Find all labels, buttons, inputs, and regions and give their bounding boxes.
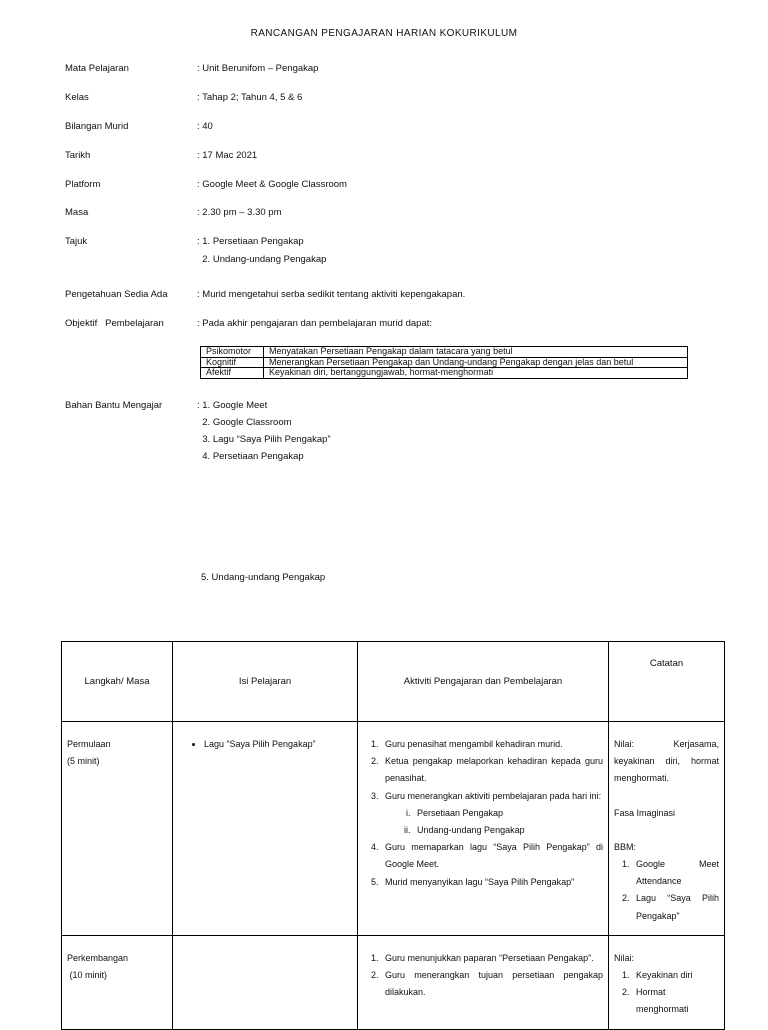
notes-item: 1. Google Meet Attendance [632, 856, 719, 890]
field-label-mata-pelajaran: Mata Pelajaran [65, 63, 129, 74]
field-value-pengetahuan: : Murid mengetahui serba sedikit tentang aktiviti kepengakapan. [197, 289, 466, 300]
field-value-kelas: : Tahap 2; Tahun 4, 5 & 6 [197, 92, 303, 103]
field-value-platform: : Google Meet & Google Classroom [197, 179, 347, 190]
objective-text: Keyakinan diri, bertanggungjawab, hormat-menghormati [264, 368, 688, 379]
activity-item: 1. Guru menunjukkan paparan “Persetiaan Pengakap”. [381, 950, 603, 967]
field-label-pengetahuan: Pengetahuan Sedia Ada [65, 289, 168, 300]
notes-item: 2. Lagu “Saya Pilih Pengakap” [632, 890, 719, 924]
objective-row [201, 347, 688, 358]
field-label-platform: Platform [65, 179, 101, 190]
field-label-tajuk: Tajuk [65, 236, 88, 247]
notes-nilai: Nilai: Kerjasama, keyakinan diri, hormat menghormati. [614, 739, 719, 784]
content-cell-empty [173, 935, 358, 1029]
field-value-tarikh: : 17 Mac 2021 [197, 150, 258, 161]
objective-row [201, 357, 688, 368]
field-label-bilangan-murid: Bilangan Murid [65, 121, 129, 132]
field-value-mata-pelajaran: : Unit Berunifom – Pengakap [197, 63, 319, 74]
activity-item: 2. Guru menerangkan tujuan persetiaan pengakap dilakukan. [381, 967, 603, 1001]
header-catatan: Catatan [609, 642, 725, 722]
objective-text: Menyatakan Persetiaan Pengakap dalam tatacara yang betul [264, 347, 688, 358]
header-isi: Isi Pelajaran [173, 642, 358, 722]
notes-item: 2. Hormat menghormati [632, 984, 719, 1018]
field-label-kelas: Kelas [65, 92, 89, 103]
objective-domain: Kognitif [201, 357, 264, 368]
field-label-bbm: Bahan Bantu Mengajar [65, 400, 163, 411]
activity-item: 2. Ketua pengakap melaporkan kehadiran kepada guru penasihat. [381, 753, 603, 787]
table-row-perkembangan [62, 935, 725, 1029]
table-row-permulaan [62, 722, 725, 936]
header-aktiviti: Aktiviti Pengajaran dan Pembelajaran [358, 642, 609, 722]
field-value-masa: : 2.30 pm – 3.30 pm [197, 207, 282, 218]
bbm-item: 2. Google Classroom [197, 417, 292, 428]
content-item: • Lagu “Saya Pilih Pengakap” [204, 736, 352, 753]
lesson-table [61, 641, 725, 1030]
objective-row [201, 368, 688, 379]
sub-activity-item: ii. Undang-undang Pengakap [413, 822, 603, 839]
field-label-masa: Masa [65, 207, 89, 218]
objective-text: Menerangkan Persetiaan Pengakap dan Undang-undang Pengakap dengan jelas dan betul [264, 357, 688, 368]
activity-item: 1. Guru penasihat mengambil kehadiran murid. [381, 736, 603, 753]
activity-item: 5. Murid menyanyikan lagu “Saya Pilih Pengakap” [381, 874, 603, 891]
notes-fasa: Fasa Imaginasi [614, 807, 676, 818]
objectives-table [200, 346, 688, 379]
notes-item: 1. Keyakinan diri [632, 967, 719, 984]
field-label-objektif: Objektif Pembelajaran [65, 318, 164, 329]
notes-bbm: BBM: [614, 841, 637, 852]
step-time: (5 minit) [67, 756, 100, 767]
field-value-objektif: : Pada akhir pengajaran dan pembelajaran murid dapat: [197, 318, 433, 329]
activity-item: 4. Guru memaparkan lagu “Saya Pilih Pengakap” di Google Meet. [381, 839, 603, 873]
table-header-row [62, 642, 725, 722]
field-label-tarikh: Tarikh [65, 150, 91, 161]
notes-nilai: Nilai: [614, 952, 635, 963]
step-time: (10 minit) [67, 970, 108, 981]
activity-text: Guru menerangkan aktiviti pembelajaran pada hari ini: [385, 790, 602, 801]
step-name: Perkembangan [67, 952, 129, 963]
document-title: RANCANGAN PENGAJARAN HARIAN KOKURIKULUM [250, 28, 518, 39]
header-langkah: Langkah/ Masa [62, 642, 173, 722]
bbm-item: 3. Lagu “Saya Pilih Pengakap” [197, 434, 331, 445]
objective-domain: Psikomotor [201, 347, 264, 358]
bbm-item: : 1. Google Meet [197, 400, 268, 411]
bbm-item: 4. Persetiaan Pengakap [197, 451, 304, 462]
step-name: Permulaan [67, 739, 111, 749]
field-value-tajuk-2: 2. Undang-undang Pengakap [197, 254, 327, 265]
bbm-item-5: 5. Undang-undang Pengakap [201, 572, 326, 583]
field-value-tajuk-1: : 1. Persetiaan Pengakap [197, 236, 304, 247]
sub-activity-item: i. Persetiaan Pengakap [413, 805, 603, 822]
field-value-bilangan-murid: : 40 [197, 121, 213, 132]
objective-domain: Afektif [201, 368, 264, 379]
activity-item [381, 788, 603, 840]
